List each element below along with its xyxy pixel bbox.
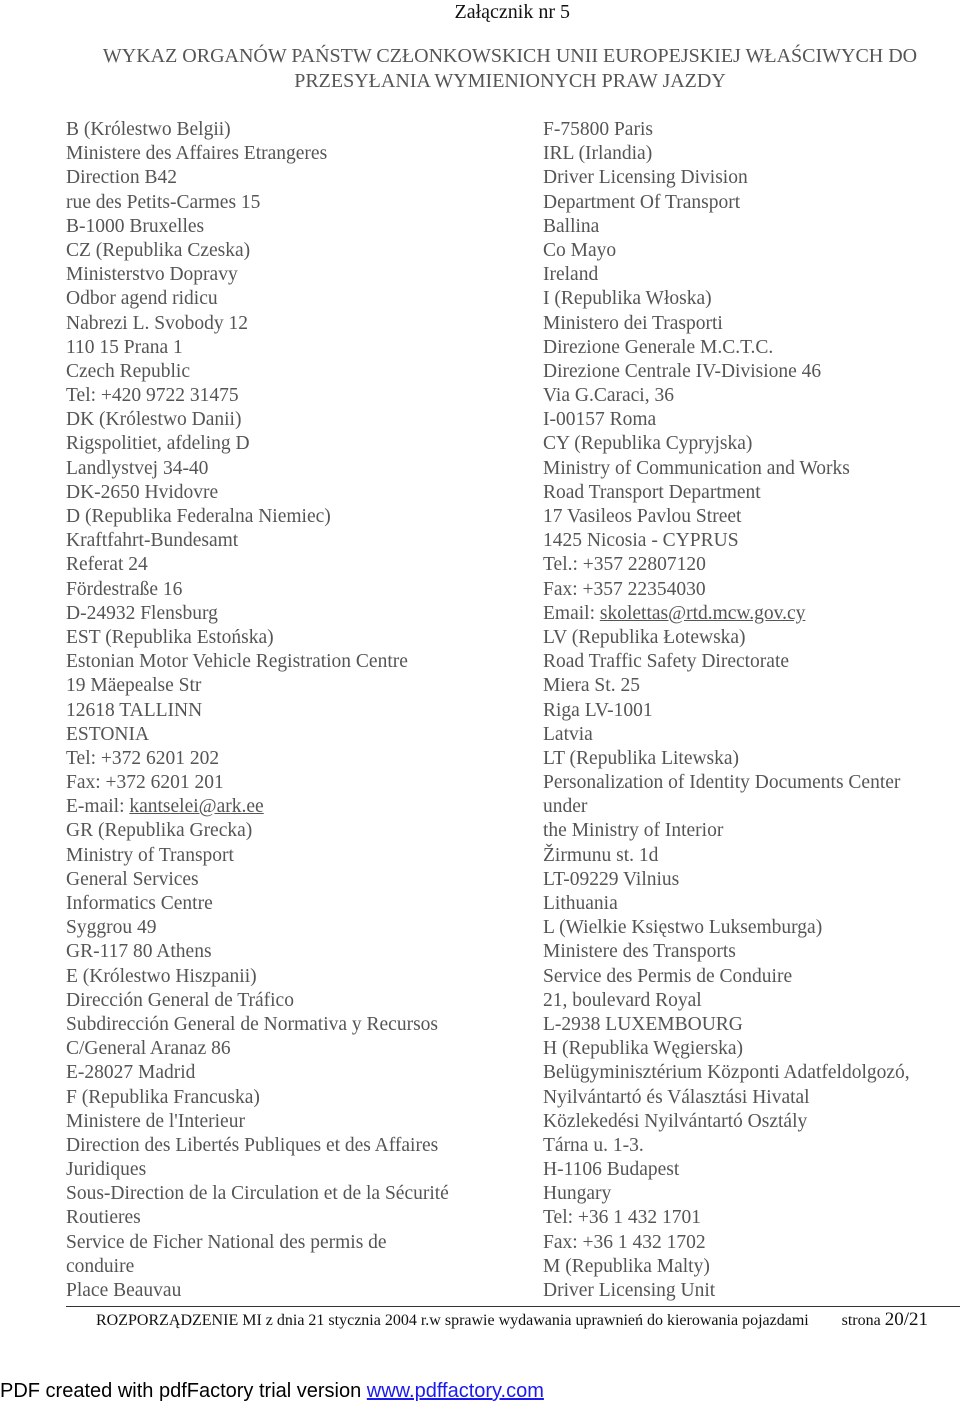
text-line: Co Mayo <box>543 239 617 261</box>
text-line: LT (Republika Litewska) <box>543 747 740 769</box>
text-line: 1425 Nicosia - CYPRUS <box>543 530 739 552</box>
text-line: Nabrezi L. Svobody 12 <box>66 312 248 334</box>
text-line: conduire <box>66 1255 135 1277</box>
text-line: Rigspolitiet, afdeling D <box>66 433 250 455</box>
text-line: Personalization of Identity Documents Center <box>543 772 901 794</box>
text-line: Tárna u. 1-3. <box>543 1134 644 1156</box>
text-line: LT-09229 Vilnius <box>543 868 680 890</box>
text-line: F-75800 Paris <box>543 119 653 140</box>
text-line: Fax: +372 6201 201 <box>66 772 224 794</box>
text-line: F (Republika Francuska) <box>66 1086 260 1108</box>
text-line: Czech Republic <box>66 360 190 382</box>
text-line: Ministero dei Trasporti <box>543 312 723 334</box>
page-title-line-1: WYKAZ ORGANÓW PAŃSTW CZŁONKOWSKICH UNII EUROPEJSKIEJ WŁAŚCIWYCH DO <box>102 45 918 67</box>
text-line: Miera St. 25 <box>543 675 640 697</box>
text-line: Ministerstvo Dopravy <box>66 264 238 286</box>
text-line: Estonian Motor Vehicle Registration Centre <box>66 651 408 673</box>
text-line: Riga LV-1001 <box>543 699 653 721</box>
text-line: Lithuania <box>543 893 618 914</box>
text-line: Odbor agend ridicu <box>66 288 218 310</box>
email-line <box>66 795 449 819</box>
email-link-estonia[interactable]: kantselei@ark.ee <box>129 796 264 818</box>
text-line: Nyilvántartó és Választási Hivatal <box>543 1086 810 1108</box>
text-line: M (Republika Malty) <box>543 1255 710 1277</box>
pdffactory-link[interactable]: www.pdffactory.com <box>366 1380 544 1402</box>
text-line: Driver Licensing Division <box>543 167 748 189</box>
text-line: GR-117 80 Athens <box>66 941 212 963</box>
text-line: the Ministry of Interior <box>543 820 724 842</box>
text-line: Tel: +420 9722 31475 <box>66 385 239 407</box>
page-title <box>0 44 960 94</box>
text-line: Informatics Centre <box>66 893 213 914</box>
email-label: E-mail: <box>66 796 130 818</box>
text-line: under <box>543 796 588 818</box>
text-line: 110 15 Prana 1 <box>66 336 183 358</box>
text-line: Tel.: +357 22807120 <box>543 554 706 576</box>
text-line: EST (Republika Estońska) <box>66 626 274 648</box>
pdf-watermark-text: PDF created with pdfFactory trial version <box>0 1380 367 1402</box>
text-line: LV (Republika Łotewska) <box>543 626 746 648</box>
text-line: Fördestraße 16 <box>66 578 183 600</box>
text-line: Department Of Transport <box>543 191 741 213</box>
text-line: Subdirección General de Normativa y Recursos <box>66 1013 439 1035</box>
text-line: Via G.Caraci, 36 <box>543 385 674 407</box>
text-line: D-24932 Flensburg <box>66 602 218 624</box>
text-line: CY (Republika Cypryjska) <box>543 433 753 455</box>
text-line: General Services <box>66 868 199 890</box>
text-line: Ballina <box>543 215 600 237</box>
text-line: Road Traffic Safety Directorate <box>543 651 790 673</box>
text-line: Ministere des Transports <box>543 941 736 963</box>
text-line: I (Republika Włoska) <box>543 288 712 310</box>
text-line: Direction B42 <box>66 167 178 189</box>
page-label: strona <box>841 1312 885 1329</box>
text-line: Ministere des Affaires Etrangeres <box>66 143 328 165</box>
text-line: ESTONIA <box>66 723 150 745</box>
text-line: Latvia <box>543 723 593 745</box>
text-line: IRL (Irlandia) <box>543 143 653 165</box>
text-line: DK-2650 Hvidovre <box>66 481 219 503</box>
text-line: Place Beauvau <box>66 1280 182 1301</box>
text-line: Ministry of Communication and Works <box>543 457 850 479</box>
text-line: Direction des Libertés Publiques et des Affaires <box>66 1134 439 1156</box>
text-line: D (Republika Federalna Niemiec) <box>66 506 331 527</box>
text-line: Direzione Generale M.C.T.C. <box>543 336 774 358</box>
text-line: Fax: +36 1 432 1702 <box>543 1231 706 1253</box>
left-column <box>66 118 449 1303</box>
email-link-cyprus[interactable]: skolettas@rtd.mcw.gov.cy <box>599 602 806 624</box>
footer-page-number <box>842 1309 928 1331</box>
text-line: I-00157 Roma <box>543 409 657 431</box>
page-number: 20/21 <box>884 1309 928 1330</box>
text-line: DK (Królestwo Danii) <box>66 409 242 431</box>
text-line: Driver Licensing Unit <box>543 1280 716 1301</box>
text-line: C/General Aranaz 86 <box>66 1038 231 1060</box>
text-line: Kraftfahrt-Bundesamt <box>66 530 239 552</box>
text-line: Tel: +372 6201 202 <box>66 747 220 769</box>
text-line: B-1000 Bruxelles <box>66 215 205 237</box>
text-line: Hungary <box>543 1183 612 1205</box>
text-line: H-1106 Budapest <box>543 1159 680 1181</box>
text-line: CZ (Republika Czeska) <box>66 239 251 261</box>
pdf-watermark <box>0 1379 544 1403</box>
text-line: Ministry of Transport <box>66 844 234 866</box>
text-line: L (Wielkie Księstwo Luksemburga) <box>543 917 823 939</box>
footer-divider <box>66 1306 960 1307</box>
text-line: Ministere de l'Interieur <box>66 1110 245 1132</box>
text-line: Ireland <box>543 264 599 286</box>
text-line: E-28027 Madrid <box>66 1062 196 1084</box>
text-line: 21, boulevard Royal <box>543 989 702 1011</box>
text-line: Direzione Centrale IV-Divisione 46 <box>543 360 822 382</box>
text-line: Közlekedési Nyilvántartó Osztály <box>543 1110 808 1132</box>
footer-regulation: ROZPORZĄDZENIE MI z dnia 21 stycznia 2004 r.w sprawie wydawania uprawnień do kierowania pojazdami <box>96 1312 809 1329</box>
email-label: Email: <box>543 602 600 624</box>
text-line: 19 Mäepealse Str <box>66 675 202 697</box>
text-line: rue des Petits-Carmes 15 <box>66 191 261 213</box>
text-line: Service des Permis de Conduire <box>543 965 793 987</box>
text-line: Žirmunu st. 1d <box>543 844 659 866</box>
email-line <box>543 602 910 626</box>
text-line: Referat 24 <box>66 554 148 576</box>
text-line: Tel: +36 1 432 1701 <box>543 1207 702 1229</box>
text-line: E (Królestwo Hiszpanii) <box>66 965 257 987</box>
text-line: L-2938 LUXEMBOURG <box>543 1013 743 1035</box>
text-line: Sous-Direction de la Circulation et de la Sécurité <box>66 1183 449 1205</box>
text-line: 17 Vasileos Pavlou Street <box>543 506 742 527</box>
text-line: Routieres <box>66 1207 141 1229</box>
text-line: Juridiques <box>66 1159 147 1181</box>
text-line: Service de Ficher National des permis de <box>66 1231 387 1253</box>
text-line: Fax: +357 22354030 <box>543 578 706 600</box>
attachment-label: Załącznik nr 5 <box>454 1 570 23</box>
text-line: Landlystvej 34-40 <box>66 457 209 479</box>
text-line: Road Transport Department <box>543 481 761 503</box>
text-line: Syggrou 49 <box>66 917 157 939</box>
text-line: H (Republika Węgierska) <box>543 1038 743 1060</box>
text-line: B (Królestwo Belgii) <box>66 119 231 140</box>
right-column <box>543 118 910 1303</box>
text-line: 12618 TALLINN <box>66 699 203 721</box>
text-line: Dirección General de Tráfico <box>66 989 294 1011</box>
page-title-line-2: PRZESYŁANIA WYMIENIONYCH PRAW JAZDY <box>294 70 726 92</box>
text-line: Belügyminisztérium Központi Adatfeldolgozó, <box>543 1062 910 1084</box>
text-line: GR (Republika Grecka) <box>66 820 253 842</box>
